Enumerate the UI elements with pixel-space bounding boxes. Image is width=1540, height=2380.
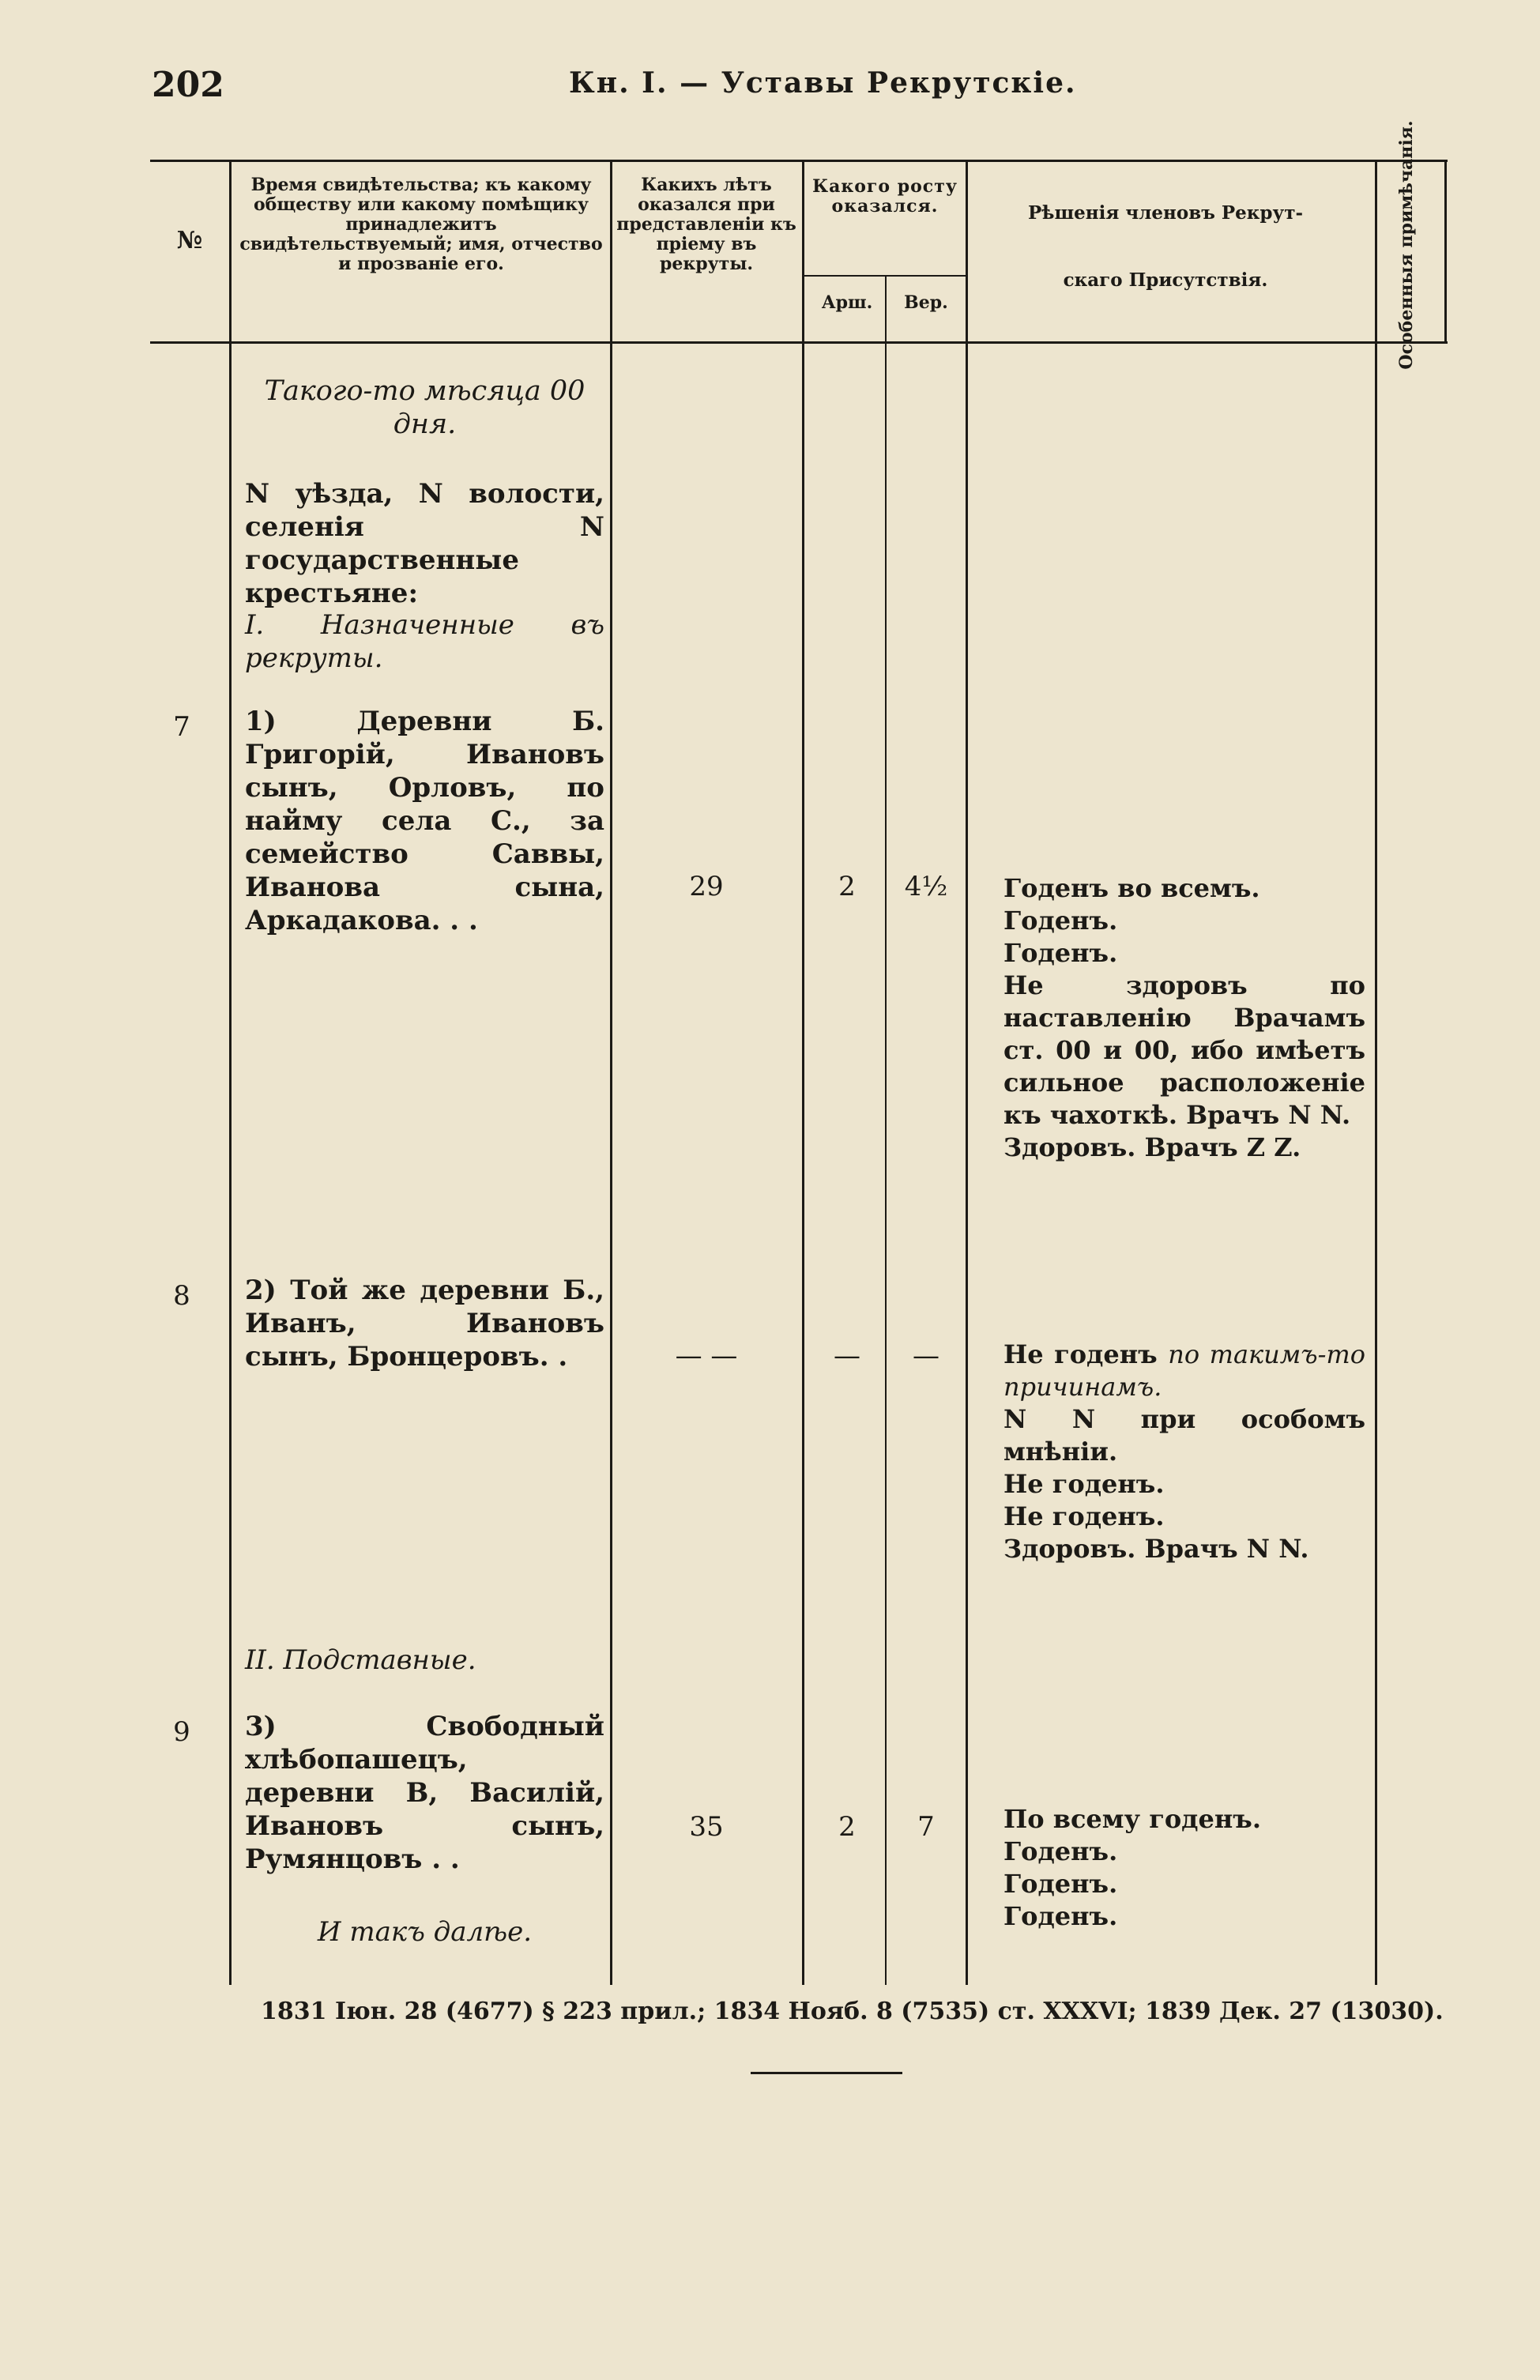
col-rule-6 <box>1375 160 1377 1985</box>
col-rule-5 <box>966 160 968 1985</box>
row8-arshin: — <box>834 1340 860 1372</box>
row7-name: 1) Деревни Б. Григорій, Ивановъ сынъ, Орловъ, по найму села С., за семейство Саввы, Иванова сына, Аркадакова. . . <box>245 706 604 936</box>
recruit-table <box>150 119 1448 1994</box>
row-number-7: 7 <box>173 711 190 743</box>
header-testimony: Время свидѣтельства; къ какому обществу или какому помѣщику принадлежитъ свидѣтельствуемый; имя, отчество и прозваніе его. <box>239 175 603 274</box>
col-rule-2 <box>610 160 612 1985</box>
row8-decisions <box>1003 1339 1365 1565</box>
row7-arshin: 2 <box>838 871 856 902</box>
header-arshin: Арш. <box>821 292 873 313</box>
row8-decision-4: Здоровъ. Врачъ N N. <box>1003 1534 1309 1564</box>
row8-decision-unfit <box>1003 1339 1365 1403</box>
header-notes-label: Особенныя примѣчанія. <box>1396 119 1417 370</box>
col-rule-1 <box>229 160 232 1985</box>
section-appointed: I. Назначенные въ рекруты. <box>245 609 604 674</box>
row8-decision-list <box>1003 1403 1365 1565</box>
row7-decision-2: Годенъ. <box>1003 906 1118 936</box>
end-rule <box>751 2072 902 2074</box>
row9-decision-2: Годенъ. <box>1003 1836 1118 1866</box>
row7-decision-5: Здоровъ. Врачъ Z Z. <box>1003 1132 1301 1162</box>
header-number: № <box>176 227 203 254</box>
row8-decision-unfit-label: Не годенъ <box>1003 1339 1158 1369</box>
row9-decision-3: Годенъ. <box>1003 1869 1118 1899</box>
row8-decision-3: Не годенъ. <box>1003 1501 1165 1531</box>
row8-age: — — <box>675 1340 738 1372</box>
legal-references: 1831 Іюн. 28 (4677) § 223 прил.; 1834 Нояб. 8 (7535) ст. XXXVI; 1839 Дек. 27 (13030). <box>261 1998 1444 2025</box>
row7-age: 29 <box>689 871 724 902</box>
header-height: Какого росту оказался. <box>812 176 958 217</box>
col-rule-3 <box>802 160 804 1985</box>
row8-decision-1: N N при особомъ мнѣніи. <box>1003 1404 1365 1467</box>
table-top-rule <box>150 160 1448 162</box>
row7-decisions <box>1003 872 1365 1164</box>
row7-decision-4: Не здоровъ по наставленію Врачамъ ст. 00 и 00, ибо имѣетъ сильное расположеніе къ чахоткѣ. Врачъ N N. <box>1003 970 1365 1130</box>
row9-decision-4: Годенъ. <box>1003 1901 1118 1931</box>
header-decision-cont: скаго Присутствія. <box>1063 269 1268 291</box>
row9-decisions <box>1003 1803 1365 1933</box>
ending-line: И такъ далѣе. <box>317 1916 533 1948</box>
header-decision: Рѣшенія членовъ Рекрут- <box>1027 202 1304 224</box>
row-number-9: 9 <box>173 1716 190 1748</box>
date-line: Такого-то мѣсяца 00 дня. <box>264 375 586 440</box>
row9-decision-1: По всему годенъ. <box>1003 1804 1261 1834</box>
row-number-8: 8 <box>173 1280 190 1312</box>
page-number: 202 <box>152 65 224 105</box>
row8-decision-2: Не годенъ. <box>1003 1469 1165 1499</box>
header-notes <box>1383 119 1430 370</box>
header-vershok: Вер. <box>904 292 948 313</box>
col-rule-7 <box>1444 160 1447 341</box>
row7-decision-3: Годенъ. <box>1003 938 1118 968</box>
row9-vershok: 7 <box>917 1811 935 1843</box>
section-substitutes: II. Подставные. <box>245 1644 476 1676</box>
row9-arshin: 2 <box>838 1811 856 1843</box>
row9-age: 35 <box>689 1811 724 1843</box>
header-bottom-rule <box>150 341 1448 344</box>
locality-line: N уѣзда, N волости, селенія N государственные крестьяне: <box>245 478 604 609</box>
header-age: Какихъ лѣтъ оказался при представленіи къ пріему въ рекруты. <box>616 175 796 274</box>
row8-vershok: — <box>913 1340 939 1372</box>
row7-decision-1: Годенъ во всемъ. <box>1003 873 1260 903</box>
row9-name: 3) Свободный хлѣбопашецъ, деревни В, Василій, Ивановъ сынъ, Румянцовъ . . <box>245 1711 604 1875</box>
row8-decision-reason: по такимъ-то причинамъ. <box>1003 1339 1366 1402</box>
row7-vershok: 4½ <box>904 871 948 902</box>
col-rule-4 <box>885 275 887 1985</box>
running-head: Кн. I. — Уставы Рекрутскіе. <box>569 66 1077 100</box>
row8-name: 2) Той же деревни Б., Иванъ, Ивановъ сынъ, Бронцеровъ. . <box>245 1275 604 1373</box>
